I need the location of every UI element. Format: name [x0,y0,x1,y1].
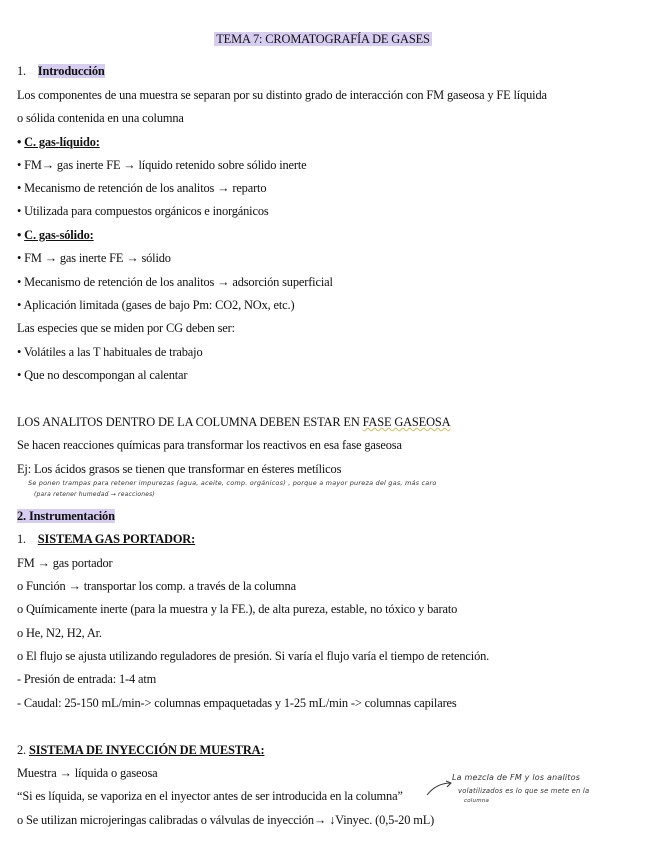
subheading-gas-liquido: • C. gas-líquido: [17,135,100,149]
section-gas-portador-heading: 1. SISTEMA GAS PORTADOR: [17,532,196,546]
list-item: • Utilizada para compuestos orgánicos e inorgánicos [17,204,269,218]
subheading-gas-solido: • C. gas-sólido: [17,228,94,242]
body-text: Muestra → líquida o gaseosa [17,766,158,780]
list-item: o El flujo se ajusta utilizando reguladores de presión. Si varía el flujo varía el tiempo de retención. [17,649,490,663]
list-item: • Volátiles a las T habituales de trabajo [17,345,203,359]
handwritten-note: (para retener humedad → reacciones) [34,491,155,498]
list-item: • Que no descompongan al calentar [17,368,188,382]
body-text: o sólida contenida en una columna [17,111,184,125]
list-item: o Químicamente inerte (para la muestra y la FE.), de alta pureza, estable, no tóxico y barato [17,602,458,616]
list-item: o He, N2, H2, Ar. [17,626,102,640]
list-item: o Función → transportar los comp. a través de la columna [17,579,296,593]
list-item: - Caudal: 25-150 mL/min-> columnas empaquetadas y 1-25 mL/min -> columnas capilares [17,696,457,710]
body-text: Se hacen reacciones químicas para transformar los reactivos en esa fase gaseosa [17,438,402,452]
section-inyeccion-heading: 2. SISTEMA DE INYECCIÓN DE MUESTRA: [17,743,265,757]
handwritten-note: La mezcla de FM y los analitos [452,773,581,782]
list-item: • Aplicación limitada (gases de bajo Pm: CO2, NOx, etc.) [17,298,295,312]
section-introduccion-heading: 1. Introducción [17,64,105,78]
list-item: • FM → gas inerte FE → sólido [17,251,171,265]
list-item: • Mecanismo de retención de los analitos → adsorción superficial [17,275,333,289]
list-item: • FM→ gas inerte FE → líquido retenido sobre sólido inerte [17,158,307,172]
body-text: Las especies que se miden por CG deben ser: [17,321,235,335]
handwritten-arrow-icon [424,780,454,798]
body-text: Los componentes de una muestra se separan por su distinto grado de interacción con FM gaseosa y FE líquida [17,88,547,102]
handwritten-note: columna [464,798,490,804]
list-item: - Presión de entrada: 1-4 atm [17,672,157,686]
handwritten-note: volatilizados es lo que se mete en la [458,787,590,795]
handwritten-note: Se ponen trampas para retener impurezas (agua, aceite, comp. orgánicos) , porque a mayor pureza del gas, más caro [28,479,437,487]
caps-statement: LOS ANALITOS DENTRO DE LA COLUMNA DEBEN ESTAR EN FASE GASEOSA [17,415,451,429]
body-text: Ej: Los ácidos grasos se tienen que transformar en ésteres metílicos [17,462,342,476]
body-text: FM → gas portador [17,556,113,570]
section-instrumentacion-heading: 2. Instrumentación [17,509,115,523]
list-item: • Mecanismo de retención de los analitos → reparto [17,181,267,195]
quote-text: “Si es líquida, se vaporiza en el inyector antes de ser introducida en la columna” [17,789,403,803]
document-title: TEMA 7: CROMATOGRAFÍA DE GASES [216,32,430,46]
list-item: o Se utilizan microjeringas calibradas o válvulas de inyección→ ↓Vinyec. (0,5-20 mL) [17,813,435,827]
